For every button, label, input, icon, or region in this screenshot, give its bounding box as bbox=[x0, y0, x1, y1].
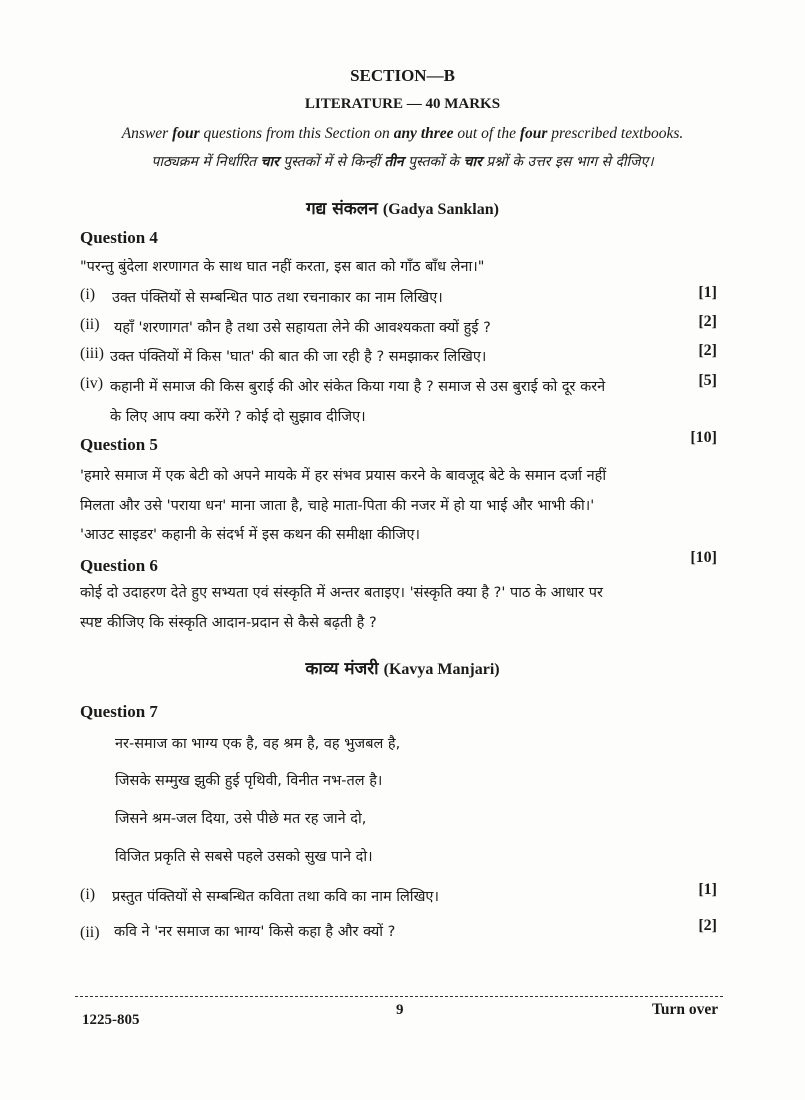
marks-badge: [2] bbox=[698, 917, 717, 934]
marks-badge: [2] bbox=[698, 342, 717, 359]
exam-page: SECTION—B LITERATURE — 40 MARKS Answer four questions from this Section on any three out of the four prescribed textbooks. पाठ्यक्रम में निर्धारित चार पुस्तकों में से किन्हीं तीन पुस्तकों के चार प्रश्नों के उत्तर इस भाग से दीजिए। गद्य संकलन (Gadya Sanklan) Question 4 "परन्तु बुंदेला शरणागत के साथ घात नहीं करता, इस बात को गाँठ बाँध लेना।" (i) उक्त पंक्तियों से सम्बन्धित पाठ तथा रचनाकार का नाम लिखिए। [1] (ii) यहाँ 'शरणागत' कौन है तथा उसे सहायता लेने की आवश्यकता क्यों हुई ? [2] (iii) उक्त पंक्तियों में किस 'घात' की बात की जा रही है ? समझाकर लिखिए। [2] (iv) कहानी में समाज की किस बुराई की ओर संकेत किया गया है ? समाज से उस बुराई को दूर करने के लिए आप क्या करेंगे ? कोई दो सुझाव दीजिए। [5] Question 5 [10] 'हमारे समाज में एक बेटी को अपने मायके में हर संभव प्रयास करने के बावजूद बेटे के समान दर्जा नहीं मिलता और उसे 'पराया धन' माना जाता है, चाहे माता-पिता की नजर में हो या भाई और भाभी की।' 'आउट साइडर' कहानी के संदर्भ में इस कथन की समीक्षा कीजिए। Question 6 [10] कोई दो उदाहरण देते हुए सभ्यता एवं संस्कृति में अन्तर बताइए। 'संस्कृति क्या है ?' पाठ के आधार पर स्पष्ट कीजिए कि संस्कृति आदान-प्रदान से कैसे बढ़ती है ? काव्य मंजरी (Kavya Manjari) Question 7 नर-समाज का भाग्य एक है, वह श्रम है, वह भुजबल है, जिसके सम्मुख झुकी हुई पृथिवी, विनीत नभ-तल है। जिसने श्रम-जल दिया, उसे पीछे मत रह जाने दो, विजित प्रकृति से सबसे पहले उसको सुख पाने दो। (i) प्रस्तुत पंक्तियों से सम्बन्धित कविता तथा कवि का नाम लिखिए। [1] (ii) कवि ने 'नर समाज का भाग्य' किसे कहा है और क्यों ? [2] 1225-805 9 Turn over bbox=[0, 0, 805, 1100]
instruction-hindi: पाठ्यक्रम में निर्धारित चार पुस्तकों में से किन्हीं तीन पुस्तकों के चार प्रश्नों के उत्तर इस भाग से दीजिए। bbox=[151, 154, 654, 170]
turn-over-note: Turn over bbox=[652, 1001, 719, 1018]
marks-heading: LITERATURE — 40 MARKS bbox=[304, 96, 501, 112]
question-6-line-2: स्पष्ट कीजिए कि संस्कृति आदान-प्रदान से कैसे बढ़ती है ? bbox=[80, 615, 377, 631]
question-5-line-3: 'आउट साइडर' कहानी के संदर्भ में इस कथन की समीक्षा कीजिए। bbox=[80, 527, 420, 543]
marks-badge: [1] bbox=[698, 881, 717, 898]
page-number: 9 bbox=[396, 1002, 404, 1018]
question-4-heading: Question 4 bbox=[80, 228, 158, 247]
footer-divider bbox=[75, 996, 723, 997]
question-6-marks: [10] bbox=[690, 549, 717, 566]
question-4-quote: "परन्तु बुंदेला शरणागत के साथ घात नहीं करता, इस बात को गाँठ बाँध लेना।" bbox=[80, 259, 485, 275]
kavya-manjari-heading: काव्य मंजरी (Kavya Manjari) bbox=[305, 659, 500, 679]
instruction-english: Answer four questions from this Section on any three out of the four prescribed textbooks. bbox=[121, 125, 684, 142]
marks-badge: [5] bbox=[698, 372, 717, 389]
verse-line-3: जिसने श्रम-जल दिया, उसे पीछे मत रह जाने दो, bbox=[115, 811, 367, 827]
verse-line-4: विजित प्रकृति से सबसे पहले उसको सुख पाने दो। bbox=[115, 849, 373, 865]
question-5-line-2: मिलता और उसे 'पराया धन' माना जाता है, चाहे माता-पिता की नजर में हो या भाई और भाभी की।' bbox=[80, 498, 595, 514]
verse-line-2: जिसके सम्मुख झुकी हुई पृथिवी, विनीत नभ-तल है। bbox=[115, 773, 383, 789]
verse-line-1: नर-समाज का भाग्य एक है, वह श्रम है, वह भुजबल है, bbox=[115, 736, 401, 752]
section-title: SECTION—B bbox=[350, 66, 455, 85]
question-5-heading: Question 5 bbox=[80, 435, 158, 454]
marks-badge: [1] bbox=[698, 284, 717, 301]
question-6-heading: Question 6 bbox=[80, 556, 158, 575]
paper-code: 1225-805 bbox=[82, 1012, 140, 1028]
question-7-heading: Question 7 bbox=[80, 702, 158, 721]
question-5-marks: [10] bbox=[690, 429, 717, 446]
gadya-sanklan-heading: गद्य संकलन (Gadya Sanklan) bbox=[306, 199, 499, 219]
question-6-line-1: कोई दो उदाहरण देते हुए सभ्यता एवं संस्कृति में अन्तर बताइए। 'संस्कृति क्या है ?' पाठ के आधार पर bbox=[80, 585, 603, 601]
question-5-line-1: 'हमारे समाज में एक बेटी को अपने मायके में हर संभव प्रयास करने के बावजूद बेटे के समान दर्जा नहीं bbox=[80, 468, 607, 484]
marks-badge: [2] bbox=[698, 313, 717, 330]
